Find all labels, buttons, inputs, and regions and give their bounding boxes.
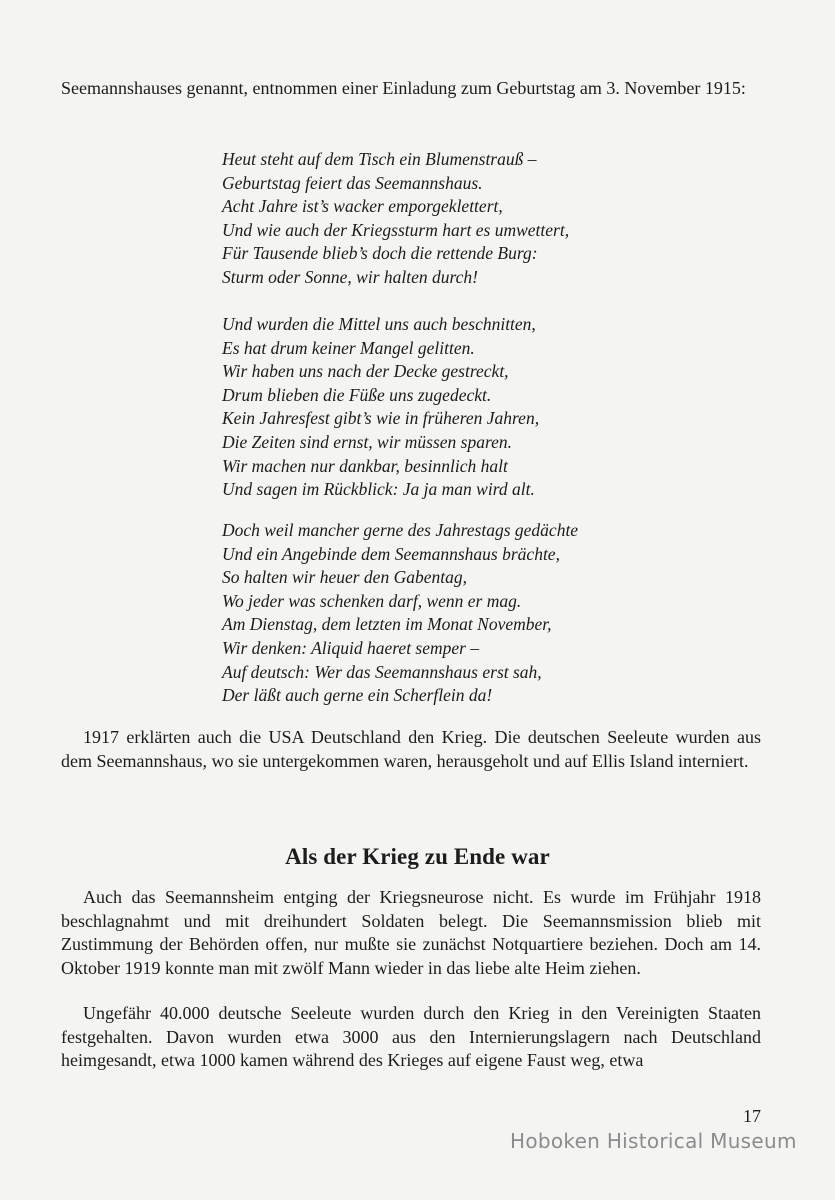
poem-stanza-3	[222, 519, 578, 708]
watermark: Hoboken Historical Museum	[510, 1129, 797, 1153]
paragraph-text: 1917 erklärten auch die USA Deutschland den Krieg. Die deutschen Seeleute wurden aus dem Seemannshaus, wo sie untergekommen waren, herausgeholt und auf Ellis Island interniert.	[61, 727, 761, 771]
poem-line: Der läßt auch gerne ein Scherflein da!	[222, 685, 493, 706]
paragraph-1917	[61, 726, 761, 773]
poem-line: Es hat drum keiner Mangel gelitten.	[222, 337, 475, 358]
intro-paragraph: Seemannshauses genannt, entnommen einer Einladung zum Geburtstag am 3. November 1915:	[61, 78, 746, 98]
poem-line: Doch weil mancher gerne des Jahrestags gedächte	[222, 520, 579, 540]
poem-line: Und wurden die Mittel uns auch beschnitten,	[222, 314, 536, 334]
poem-line: Heut steht auf dem Tisch ein Blumenstrauß –	[222, 149, 537, 169]
poem-line: Wir machen nur dankbar, besinnlich halt	[222, 455, 508, 476]
poem-stanza-2	[222, 313, 539, 502]
poem-line: Am Dienstag, dem letzten im Monat November,	[222, 614, 552, 635]
paragraph-seeleute	[61, 1002, 761, 1073]
poem-line: Auf deutsch: Wer das Seemannshaus erst sah,	[222, 661, 542, 682]
poem-line: Und sagen im Rückblick: Ja ja man wird alt.	[222, 479, 535, 500]
poem-line: Drum blieben die Füße uns zugedeckt.	[222, 384, 492, 405]
paragraph-text: Auch das Seemannsheim entging der Kriegsneurose nicht. Es wurde im Frühjahr 1918 beschlagnahmt und mit dreihundert Soldaten belegt. Die Seemannsmission blieb mit Zustimmung der Behörden offen, nur mußte sie zunächst Notquartiere beziehen. Doch am 14. Oktober 1919 konnte man mit zwölf Mann wieder in das liebe alte Heim ziehen.	[61, 887, 761, 978]
poem-stanza-1	[222, 148, 569, 290]
page-number: 17	[743, 1106, 761, 1126]
section-heading: Als der Krieg zu Ende war	[285, 844, 550, 869]
poem-line: Wir haben uns nach der Decke gestreckt,	[222, 361, 509, 382]
poem-line: Und ein Angebinde dem Seemannshaus brächte,	[222, 543, 560, 564]
poem-line: Wir denken: Aliquid haeret semper –	[222, 637, 480, 658]
poem-line: Kein Jahresfest gibt’s wie in früheren Jahren,	[222, 408, 540, 429]
poem-line: Und wie auch der Kriegssturm hart es umwettert,	[222, 219, 570, 240]
poem-line: Für Tausende blieb’s doch die rettende Burg:	[222, 243, 538, 264]
paragraph-text: Ungefähr 40.000 deutsche Seeleute wurden durch den Krieg in den Vereinigten Staaten festgehalten. Davon wurden etwa 3000 aus den Internierungslagern nach Deutschland heimgesandt, etwa 1000 kamen während des Krieges auf eigene Faust weg, etwa	[61, 1003, 761, 1071]
poem-line: So halten wir heuer den Gabentag,	[222, 567, 467, 588]
poem-line: Acht Jahre ist’s wacker emporgeklettert,	[222, 196, 503, 217]
paragraph-seemannsheim	[61, 886, 761, 980]
poem-line: Sturm oder Sonne, wir halten durch!	[222, 266, 478, 287]
poem-line: Die Zeiten sind ernst, wir müssen sparen.	[222, 431, 513, 452]
poem-line: Geburtstag feiert das Seemannshaus.	[222, 172, 483, 193]
poem-line: Wo jeder was schenken darf, wenn er mag.	[222, 590, 522, 611]
